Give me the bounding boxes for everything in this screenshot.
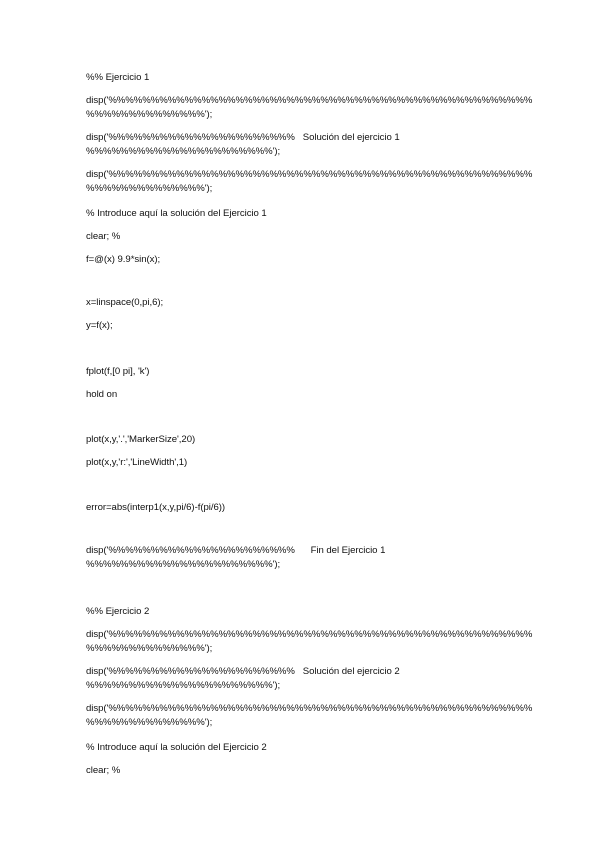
comment-line: % Introduce aquí la solución del Ejercicio 2: [86, 742, 267, 753]
code-line: %%%%%%%%%%%%%%');: [86, 109, 213, 120]
code-line: disp('%%%%%%%%%%%%%%%%%%%%%%%%%%%%%%%%%%%%%%%%%%%%%%%%%%: [86, 629, 533, 640]
code-line: %%%%%%%%%%%%%%%%%%%%%%');: [86, 680, 281, 691]
code-line: disp('%%%%%%%%%%%%%%%%%%%%%% Fin del Ejercicio 1: [86, 545, 386, 556]
code-line: x=linspace(0,pi,6);: [86, 297, 164, 308]
code-line: fplot(f,[0 pi], 'k'): [86, 366, 150, 377]
code-line: plot(x,y,'r:','LineWidth',1): [86, 457, 188, 468]
code-line: error=abs(interp1(x,y,pi/6)-f(pi/6)): [86, 502, 226, 513]
code-line: clear; %: [86, 765, 121, 776]
code-line: plot(x,y,'.','MarkerSize',20): [86, 434, 196, 445]
code-line: disp('%%%%%%%%%%%%%%%%%%%%%% Solución del ejercicio 1: [86, 132, 400, 143]
code-line: %%%%%%%%%%%%%%%%%%%%%%');: [86, 559, 281, 570]
code-line: disp('%%%%%%%%%%%%%%%%%%%%%%%%%%%%%%%%%%%%%%%%%%%%%%%%%%: [86, 169, 533, 180]
code-line: %%%%%%%%%%%%%%');: [86, 183, 213, 194]
section-heading-ejercicio-2: %% Ejercicio 2: [86, 606, 150, 617]
code-line: %%%%%%%%%%%%%%%%%%%%%%');: [86, 146, 281, 157]
code-line: %%%%%%%%%%%%%%');: [86, 717, 213, 728]
code-line: disp('%%%%%%%%%%%%%%%%%%%%%%%%%%%%%%%%%%%%%%%%%%%%%%%%%%: [86, 95, 533, 106]
section-heading-ejercicio-1: %% Ejercicio 1: [86, 72, 150, 83]
comment-line: % Introduce aquí la solución del Ejercicio 1: [86, 208, 267, 219]
code-line: disp('%%%%%%%%%%%%%%%%%%%%%%%%%%%%%%%%%%%%%%%%%%%%%%%%%%: [86, 703, 533, 714]
code-line: hold on: [86, 389, 118, 400]
code-line: disp('%%%%%%%%%%%%%%%%%%%%%% Solución del ejercicio 2: [86, 666, 400, 677]
code-line: f=@(x) 9.9*sin(x);: [86, 254, 161, 265]
code-line: clear; %: [86, 231, 121, 242]
code-line: y=f(x);: [86, 320, 113, 331]
code-line: %%%%%%%%%%%%%%');: [86, 643, 213, 654]
